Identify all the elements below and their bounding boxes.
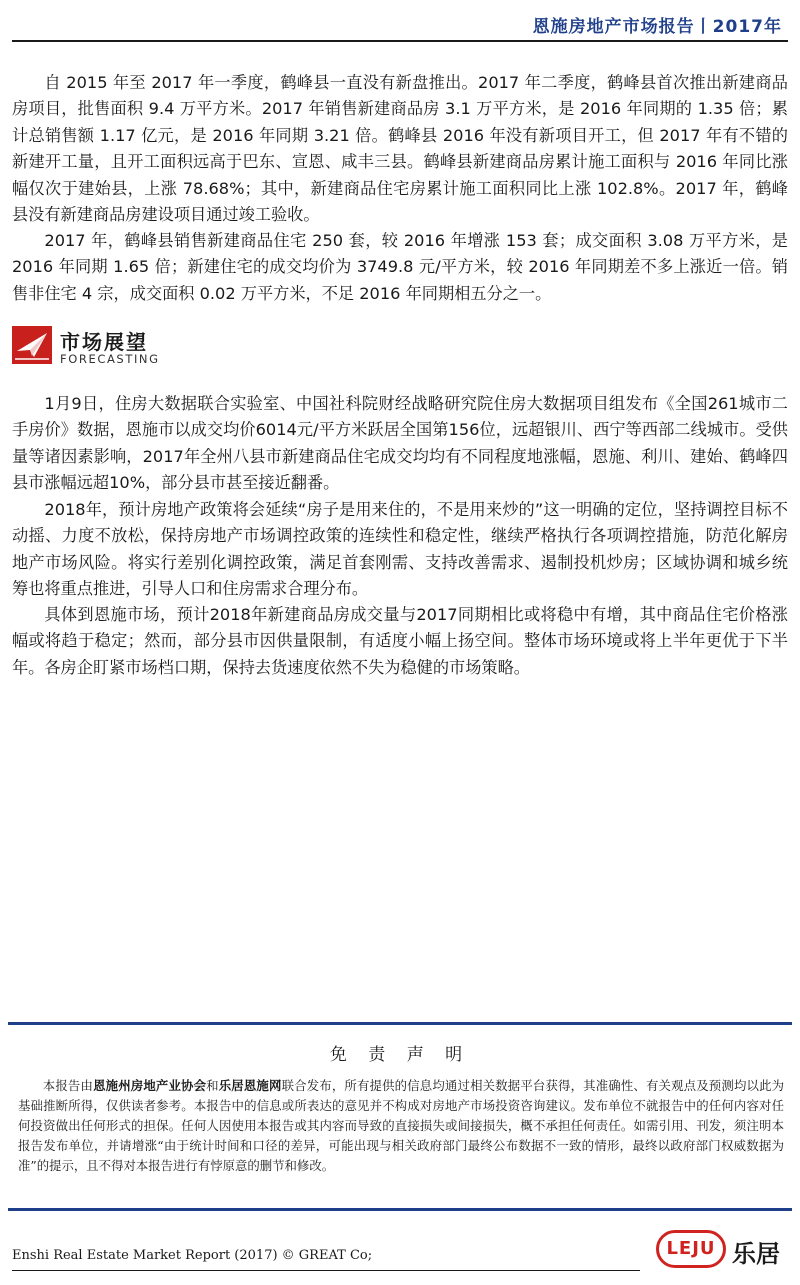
section-title-cn: 市场展望 [60, 330, 148, 354]
footer-divider [12, 1270, 640, 1271]
leju-logo-cn: 乐居 [732, 1240, 780, 1268]
report-header-title: 恩施房地产市场报告丨2017年 [532, 17, 782, 37]
disclaimer-top-rule [8, 1022, 792, 1025]
footer-copyright: Enshi Real Estate Market Report (2017) © GREAT Co; [12, 1248, 373, 1263]
disclaimer-prefix: 本报告由 [42, 1078, 94, 1093]
disclaimer-bottom-rule [8, 1208, 792, 1211]
disclaimer-org-association: 恩施州房地产业协会 [93, 1078, 207, 1093]
header-divider [12, 40, 788, 42]
paper-plane-icon [12, 326, 52, 364]
paragraph-hefeng-sales: 2017 年，鹤峰县销售新建商品住宅 250 套，较 2016 年增涨 153 套；成交面积 3.08 万平方米，是 2016 年同期 1.65 倍；新建住宅的成交均价为 3749.8 元/平方米，较 2016 年同期差不多上涨近一倍。销售非住宅 4 宗，成交面积 0.02 万平方米，不足 2016 年同期相五分之一。 [12, 231, 788, 303]
paragraph-forecast-market: 具体到恩施市场，预计2018年新建商品房成交量与2017同期相比或将稳中有增，其中商品住宅价格涨幅或将趋于稳定；然而，部分县市因供量限制，有适度小幅上扬空间。整体市场环境或将上半年更优于下半年。各房企盯紧市场档口期，保持去货速度依然不失为稳健的市场策略。 [12, 605, 788, 677]
disclaimer-conjunction: 和 [206, 1078, 219, 1093]
disclaimer-org-leju: 乐居恩施网 [218, 1078, 282, 1093]
disclaimer-text [18, 1076, 784, 1176]
paragraph-forecast-policy: 2018年，预计房地产政策将会延续“房子是用来住的，不是用来炒的”这一明确的定位，坚持调控目标不动摇、力度不放松，保持房地产市场调控政策的连续性和稳定性，继续严格执行各项调控措施，防范化解房地产市场风险。将实行差别化调控政策，满足首套刚需、支持改善需求、遏制投机炒房；区域协调和城乡统筹也将重点推进，引导人口和住房需求合理分布。 [12, 500, 788, 599]
paragraph-hefeng-supply: 自 2015 年至 2017 年一季度，鹤峰县一直没有新盘推出。2017 年二季度，鹤峰县首次推出新建商品房项目，批售面积 9.4 万平方米。2017 年销售新建商品房 3.1 万平方米，是 2016 年同期的 1.35 倍；累计总销售额 1.17 亿元，是 2016 年同期 3.21 倍。鹤峰县 2016 年没有新项目开工，但 2017 年有不错的新建开工量，且开工面积远高于巴东、宣恩、咸丰三县。鹤峰县新建商品房累计施工面积与 2016 年同比涨幅仅次于建始县，上涨 78.68%；其中，新建商品住宅房累计施工面积同比上涨 102.8%。2017 年，鹤峰县没有新建商品房建设项目通过竣工验收。 [12, 73, 788, 225]
disclaimer-body: 联合发布，所有提供的信息均通过相关数据平台获得，其准确性、有关观点及预测均以此为基础推断所得，仅供读者参考。本报告中的信息或所表达的意见并不构成对房地产市场投资咨询建议。发布单位不就报告中的任何内容对任何投资做出任何形式的担保。任何人因使用本报告或其内容而导致的直接损失或间接损失，概不承担任何责任。如需引用、刊发，须注明本报告发布单位，并请增涨“由于统计时间和口径的差异，可能出现与相关政府部门最终公布数据不一致的情形，最终以政府部门权威数据为准”的提示，且不得对本报告进行有悖原意的删节和修改。 [18, 1078, 785, 1173]
leju-logo-mark: LEJU [656, 1230, 726, 1268]
paragraph-forecast-prices: 1月9日，住房大数据联合实验室、中国社科院财经战略研究院住房大数据项目组发布《全国261城市二手房价》数据，恩施市以成交均价6014元/平方米跃居全国第156位，远超银川、西宁等西部二线城市。受供量等诸因素影响，2017年全州八县市新建商品住宅成交均均有不同程度地涨幅，恩施、利川、建始、鹤峰四县市涨幅远超10%，部分县市甚至接近翻番。 [12, 394, 788, 493]
disclaimer-title: 免 责 声 明 [329, 1045, 471, 1065]
leju-logo [656, 1226, 786, 1274]
section-title-en: FORECASTING [60, 352, 160, 366]
section-heading-forecasting [12, 326, 312, 366]
